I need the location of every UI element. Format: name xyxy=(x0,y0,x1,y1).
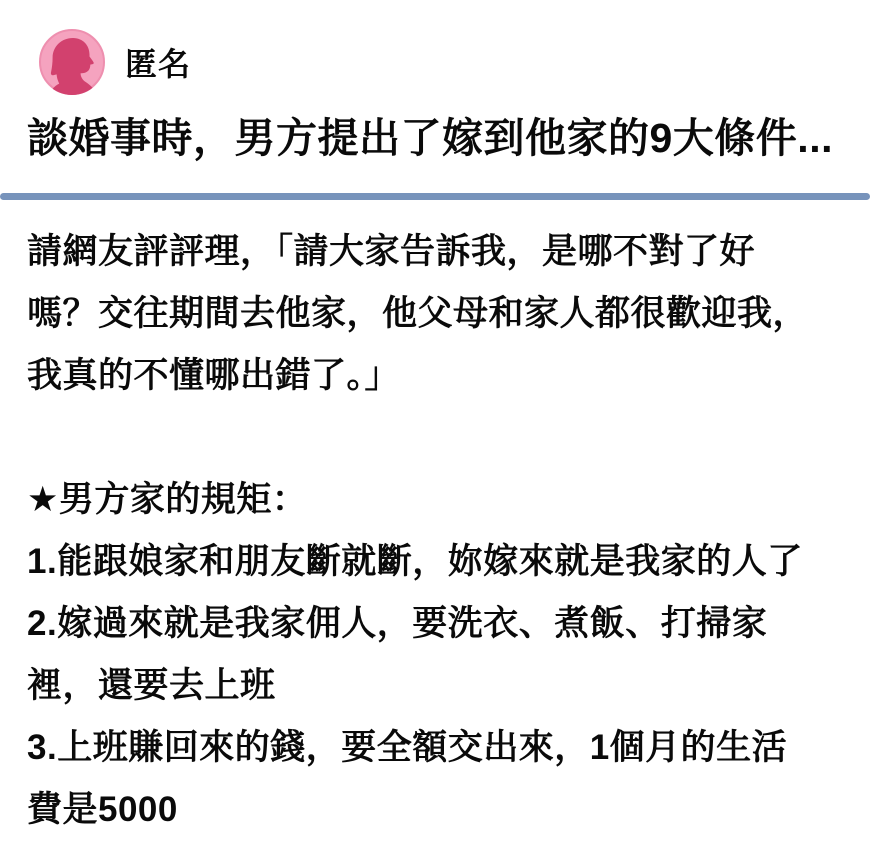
post-body xyxy=(27,221,843,841)
rule-line: 費是5000 xyxy=(27,790,178,829)
rule-line: 2.嫁過來就是我家佣人，要洗衣、煮飯、打掃家 xyxy=(27,604,768,643)
blank-line xyxy=(27,407,843,469)
paragraph-line: 嗎？交往期間去他家，他父母和家人都很歡迎我， xyxy=(27,294,809,333)
paragraph-line: 我真的不懂哪出錯了。」 xyxy=(27,356,401,395)
avatar xyxy=(38,28,106,96)
paragraph-line: 請網友評評理，「請大家告訴我，是哪不對了好 xyxy=(27,232,756,271)
rule-line: 裡，還要去上班 xyxy=(27,666,276,705)
rule-line: 3.上班賺回來的錢，要全額交出來，1個月的生活 xyxy=(27,728,788,767)
divider-line xyxy=(0,193,870,200)
post-header xyxy=(27,28,843,96)
rule-line: 1.能跟娘家和朋友斷就斷，妳嫁來就是我家的人了 xyxy=(27,542,803,581)
person-silhouette-icon xyxy=(38,28,106,96)
author-name: 匿名 xyxy=(125,46,192,82)
rules-heading: ★男方家的規矩： xyxy=(27,480,308,519)
post-title: 談婚事時，男方提出了嫁到他家的9大條件... xyxy=(27,115,833,161)
